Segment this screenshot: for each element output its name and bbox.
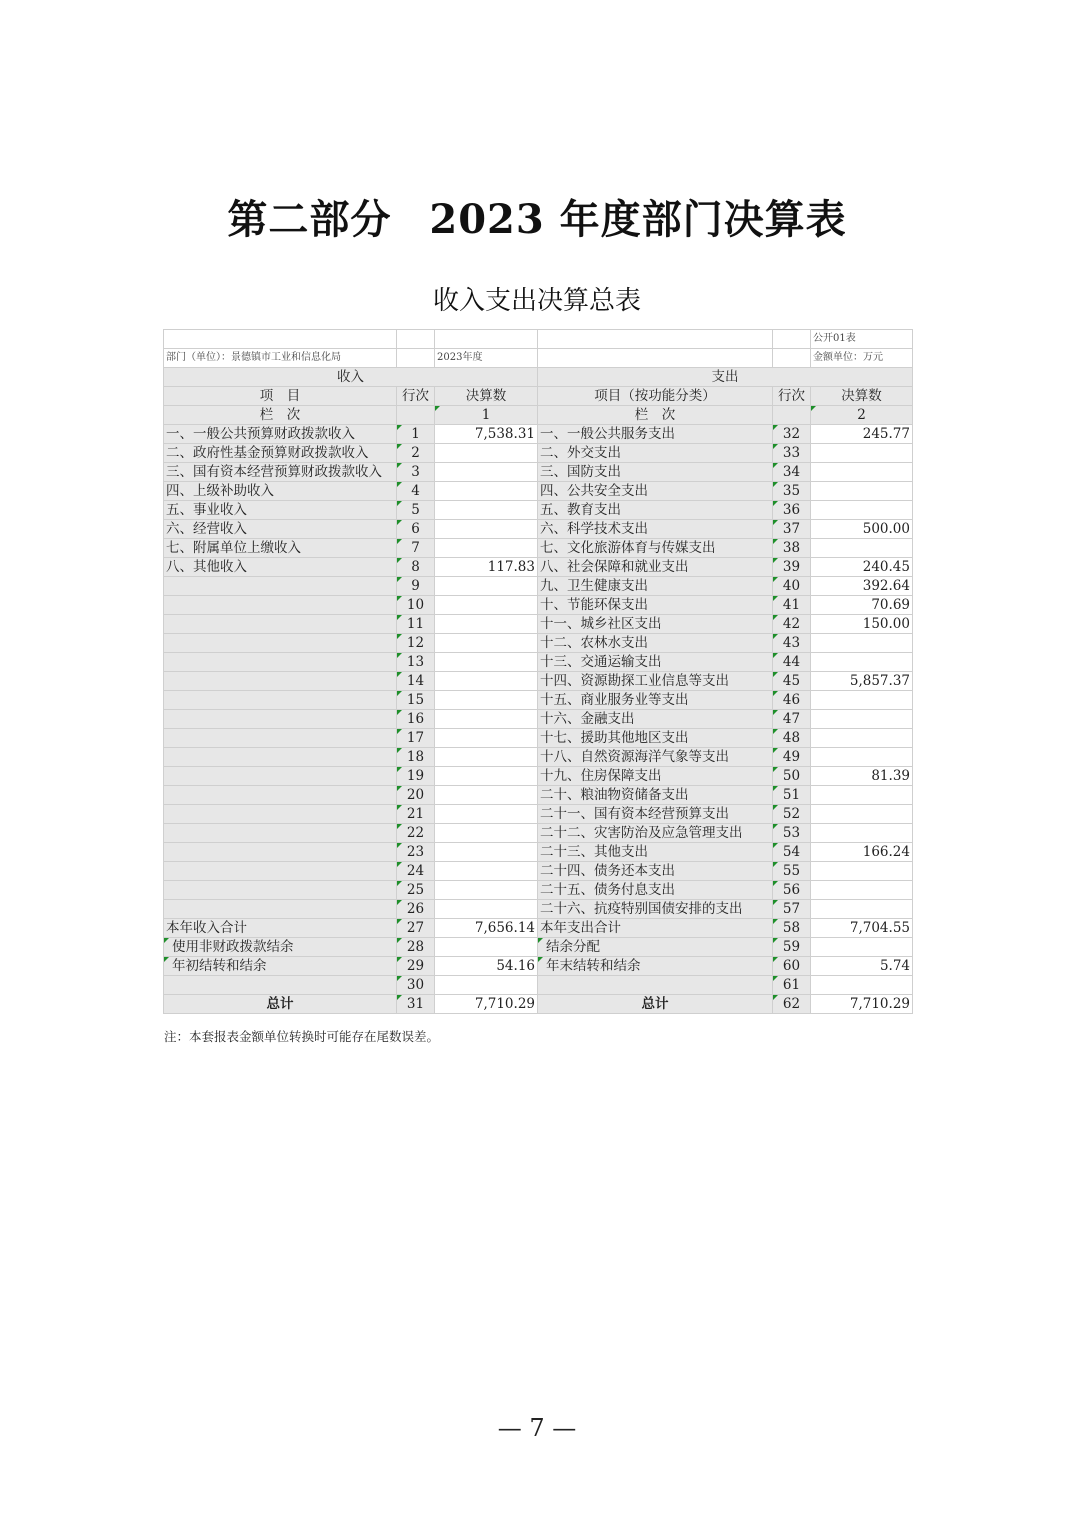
expense-item: 十四、资源勘探工业信息等支出 — [538, 672, 773, 691]
income-amount — [435, 767, 538, 786]
expense-amount — [811, 653, 913, 672]
income-item — [164, 653, 397, 672]
income-item — [164, 976, 397, 995]
expense-amount — [811, 710, 913, 729]
expense-row-no: 42 — [773, 615, 811, 634]
income-item: 二、政府性基金预算财政拨款收入 — [164, 444, 397, 463]
income-amount — [435, 729, 538, 748]
income-amount — [435, 881, 538, 900]
expense-item: 二十六、抗疫特别国债安排的支出 — [538, 900, 773, 919]
table-row — [164, 520, 913, 539]
expense-row-no: 40 — [773, 577, 811, 596]
table-row — [164, 748, 913, 767]
income-row-no: 21 — [397, 805, 435, 824]
expense-amount: 5.74 — [811, 957, 913, 976]
income-row-no: 14 — [397, 672, 435, 691]
expense-row-no: 33 — [773, 444, 811, 463]
expense-row-no: 53 — [773, 824, 811, 843]
title-part: 第二部分 — [227, 196, 392, 243]
table-row — [164, 919, 913, 938]
income-row-no: 17 — [397, 729, 435, 748]
income-row-no: 31 — [397, 995, 435, 1014]
expense-row-no: 51 — [773, 786, 811, 805]
expense-amount — [811, 938, 913, 957]
expense-row-no: 34 — [773, 463, 811, 482]
income-amount — [435, 463, 538, 482]
expense-amount: 240.45 — [811, 558, 913, 577]
expense-amount — [811, 539, 913, 558]
expense-item: 九、卫生健康支出 — [538, 577, 773, 596]
expense-item: 二十一、国有资本经营预算支出 — [538, 805, 773, 824]
income-amount-header: 决算数 — [435, 387, 538, 406]
income-row-no: 11 — [397, 615, 435, 634]
income-amount — [435, 938, 538, 957]
expense-amount — [811, 748, 913, 767]
table-row — [164, 786, 913, 805]
budget-table — [163, 329, 913, 1014]
income-row-no: 23 — [397, 843, 435, 862]
expense-item: 十一、城乡社区支出 — [538, 615, 773, 634]
title-main: 2023 年度部门决算表 — [429, 196, 847, 243]
income-item-header: 项 目 — [164, 387, 397, 406]
income-amount — [435, 596, 538, 615]
income-item — [164, 843, 397, 862]
income-amount — [435, 976, 538, 995]
table-row — [164, 672, 913, 691]
expense-item — [538, 976, 773, 995]
section-header-row — [164, 368, 913, 387]
income-row-no: 3 — [397, 463, 435, 482]
expense-item: 十六、金融支出 — [538, 710, 773, 729]
footnote: 注：本套报表金额单位转换时可能存在尾数误差。 — [164, 1029, 440, 1044]
expense-row-no: 38 — [773, 539, 811, 558]
fiscal-year: 2023年度 — [435, 349, 538, 368]
income-amount — [435, 520, 538, 539]
income-amount — [435, 634, 538, 653]
expense-item-header: 项目（按功能分类） — [538, 387, 773, 406]
income-amount — [435, 501, 538, 520]
expense-row-no: 39 — [773, 558, 811, 577]
income-item — [164, 748, 397, 767]
expense-row-no: 61 — [773, 976, 811, 995]
income-item — [164, 862, 397, 881]
income-row-no: 28 — [397, 938, 435, 957]
expense-item: 八、社会保障和就业支出 — [538, 558, 773, 577]
expense-amount: 245.77 — [811, 425, 913, 444]
expense-row-no: 37 — [773, 520, 811, 539]
expense-item: 二十三、其他支出 — [538, 843, 773, 862]
table-title: 收入支出决算总表 — [432, 286, 641, 316]
income-amount — [435, 710, 538, 729]
column-index-row — [164, 406, 913, 425]
expense-amount: 5,857.37 — [811, 672, 913, 691]
expense-item: 结余分配 — [538, 938, 773, 957]
income-item — [164, 615, 397, 634]
income-item: 一、一般公共预算财政拨款收入 — [164, 425, 397, 444]
income-row-no: 10 — [397, 596, 435, 615]
table-row — [164, 805, 913, 824]
income-row-no: 9 — [397, 577, 435, 596]
expense-amount — [811, 900, 913, 919]
income-row-no: 7 — [397, 539, 435, 558]
table-row — [164, 938, 913, 957]
expense-row-no: 46 — [773, 691, 811, 710]
income-row-no: 6 — [397, 520, 435, 539]
table-row — [164, 767, 913, 786]
table-row — [164, 710, 913, 729]
income-item — [164, 881, 397, 900]
income-amount: 7,656.14 — [435, 919, 538, 938]
income-row-no: 25 — [397, 881, 435, 900]
income-row-no: 26 — [397, 900, 435, 919]
expense-row-no: 56 — [773, 881, 811, 900]
income-header: 收入 — [164, 368, 538, 387]
table-row — [164, 558, 913, 577]
expense-item: 二十、粮油物资储备支出 — [538, 786, 773, 805]
income-item — [164, 805, 397, 824]
column-header-row — [164, 387, 913, 406]
income-row-no: 8 — [397, 558, 435, 577]
expense-amount — [811, 805, 913, 824]
expense-row-no: 49 — [773, 748, 811, 767]
amount-unit: 金额单位：万元 — [811, 349, 913, 368]
table-row — [164, 615, 913, 634]
income-row-no: 1 — [397, 425, 435, 444]
income-row-no: 22 — [397, 824, 435, 843]
expense-row-no: 45 — [773, 672, 811, 691]
expense-item: 总计 — [538, 995, 773, 1014]
income-item: 年初结转和结余 — [164, 957, 397, 976]
income-amount — [435, 482, 538, 501]
table-row — [164, 862, 913, 881]
expense-amount: 7,704.55 — [811, 919, 913, 938]
table-row — [164, 881, 913, 900]
expense-amount-header: 决算数 — [811, 387, 913, 406]
expense-amount — [811, 463, 913, 482]
table-row — [164, 577, 913, 596]
income-amount — [435, 615, 538, 634]
expense-item: 一、一般公共服务支出 — [538, 425, 773, 444]
column-index-2: 2 — [811, 406, 913, 425]
expense-amount: 150.00 — [811, 615, 913, 634]
expense-amount: 70.69 — [811, 596, 913, 615]
income-item: 总计 — [164, 995, 397, 1014]
income-item: 七、附属单位上缴收入 — [164, 539, 397, 558]
expense-amount — [811, 729, 913, 748]
income-item — [164, 729, 397, 748]
page-number: — 7 — — [497, 1414, 577, 1442]
income-amount — [435, 539, 538, 558]
table-row — [164, 634, 913, 653]
page-title — [0, 188, 1074, 245]
expense-item: 五、教育支出 — [538, 501, 773, 520]
expense-row-no: 62 — [773, 995, 811, 1014]
expense-amount — [811, 881, 913, 900]
expense-item: 三、国防支出 — [538, 463, 773, 482]
income-item: 三、国有资本经营预算财政拨款收入 — [164, 463, 397, 482]
income-row-no: 16 — [397, 710, 435, 729]
income-item: 本年收入合计 — [164, 919, 397, 938]
income-amount — [435, 805, 538, 824]
table-row — [164, 482, 913, 501]
column-index-label-right: 栏 次 — [538, 406, 773, 425]
income-item: 八、其他收入 — [164, 558, 397, 577]
income-row-no: 12 — [397, 634, 435, 653]
meta-row-2 — [164, 349, 913, 368]
income-amount: 54.16 — [435, 957, 538, 976]
income-amount — [435, 577, 538, 596]
expense-item: 十五、商业服务业等支出 — [538, 691, 773, 710]
expense-row-no: 43 — [773, 634, 811, 653]
table-row — [164, 539, 913, 558]
expense-amount — [811, 482, 913, 501]
income-amount — [435, 862, 538, 881]
table-row — [164, 653, 913, 672]
table-row — [164, 444, 913, 463]
expense-item: 十九、住房保障支出 — [538, 767, 773, 786]
expense-amount — [811, 444, 913, 463]
income-amount — [435, 786, 538, 805]
expense-amount — [811, 976, 913, 995]
expense-item: 十七、援助其他地区支出 — [538, 729, 773, 748]
income-row-no: 20 — [397, 786, 435, 805]
table-row — [164, 957, 913, 976]
table-row — [164, 691, 913, 710]
expense-item: 十三、交通运输支出 — [538, 653, 773, 672]
table-row — [164, 843, 913, 862]
income-amount — [435, 691, 538, 710]
table-row — [164, 463, 913, 482]
form-code: 公开01表 — [811, 330, 913, 349]
income-amount: 117.83 — [435, 558, 538, 577]
income-row-no: 19 — [397, 767, 435, 786]
income-amount — [435, 824, 538, 843]
income-row-no: 24 — [397, 862, 435, 881]
column-index-label: 栏 次 — [164, 406, 397, 425]
expense-amount — [811, 634, 913, 653]
income-item: 五、事业收入 — [164, 501, 397, 520]
expense-row-no: 58 — [773, 919, 811, 938]
income-amount — [435, 672, 538, 691]
income-row-no: 5 — [397, 501, 435, 520]
income-item — [164, 596, 397, 615]
income-row-no: 27 — [397, 919, 435, 938]
expense-row-no: 47 — [773, 710, 811, 729]
expense-row-no: 35 — [773, 482, 811, 501]
expense-item: 七、文化旅游体育与传媒支出 — [538, 539, 773, 558]
income-row-no: 13 — [397, 653, 435, 672]
income-item — [164, 786, 397, 805]
column-index-1: 1 — [435, 406, 538, 425]
expense-row-no: 54 — [773, 843, 811, 862]
expense-row-no: 57 — [773, 900, 811, 919]
income-item: 六、经营收入 — [164, 520, 397, 539]
expense-item: 二、外交支出 — [538, 444, 773, 463]
expense-amount: 166.24 — [811, 843, 913, 862]
expense-row-no: 55 — [773, 862, 811, 881]
income-item: 四、上级补助收入 — [164, 482, 397, 501]
income-amount: 7,710.29 — [435, 995, 538, 1014]
expense-item: 二十二、灾害防治及应急管理支出 — [538, 824, 773, 843]
expense-row-no: 60 — [773, 957, 811, 976]
income-row-no: 29 — [397, 957, 435, 976]
expense-item: 二十四、债务还本支出 — [538, 862, 773, 881]
income-row-no: 15 — [397, 691, 435, 710]
meta-row-1 — [164, 330, 913, 349]
income-row-no: 30 — [397, 976, 435, 995]
income-item — [164, 900, 397, 919]
expense-amount: 7,710.29 — [811, 995, 913, 1014]
expense-item: 十、节能环保支出 — [538, 596, 773, 615]
table-row — [164, 729, 913, 748]
dept-name: 部门（单位）：景德镇市工业和信息化局 — [164, 349, 397, 368]
expense-row-no: 48 — [773, 729, 811, 748]
expense-row-header: 行次 — [773, 387, 811, 406]
table-row — [164, 425, 913, 444]
expense-item: 四、公共安全支出 — [538, 482, 773, 501]
expense-amount — [811, 786, 913, 805]
expense-amount: 392.64 — [811, 577, 913, 596]
income-amount — [435, 843, 538, 862]
income-row-no: 18 — [397, 748, 435, 767]
table-row — [164, 596, 913, 615]
expense-row-no: 50 — [773, 767, 811, 786]
expense-item: 十二、农林水支出 — [538, 634, 773, 653]
income-item — [164, 691, 397, 710]
expense-item: 年末结转和结余 — [538, 957, 773, 976]
income-row-no: 4 — [397, 482, 435, 501]
expense-row-no: 32 — [773, 425, 811, 444]
income-item — [164, 710, 397, 729]
income-amount — [435, 900, 538, 919]
table-row — [164, 995, 913, 1014]
income-row-header: 行次 — [397, 387, 435, 406]
expense-amount: 81.39 — [811, 767, 913, 786]
income-item — [164, 824, 397, 843]
income-item — [164, 672, 397, 691]
income-item — [164, 767, 397, 786]
income-item — [164, 577, 397, 596]
expense-row-no: 41 — [773, 596, 811, 615]
expense-row-no: 36 — [773, 501, 811, 520]
expense-item: 六、科学技术支出 — [538, 520, 773, 539]
expense-item: 二十五、债务付息支出 — [538, 881, 773, 900]
table-row — [164, 900, 913, 919]
expense-amount — [811, 691, 913, 710]
income-item: 使用非财政拨款结余 — [164, 938, 397, 957]
income-amount — [435, 653, 538, 672]
expense-amount — [811, 501, 913, 520]
expense-amount — [811, 862, 913, 881]
expense-amount: 500.00 — [811, 520, 913, 539]
table-row — [164, 824, 913, 843]
income-item — [164, 634, 397, 653]
income-amount — [435, 444, 538, 463]
income-row-no: 2 — [397, 444, 435, 463]
income-amount — [435, 748, 538, 767]
income-amount: 7,538.31 — [435, 425, 538, 444]
expense-row-no: 59 — [773, 938, 811, 957]
table-row — [164, 976, 913, 995]
expense-header: 支出 — [538, 368, 913, 387]
table-row — [164, 501, 913, 520]
expense-row-no: 52 — [773, 805, 811, 824]
expense-item: 本年支出合计 — [538, 919, 773, 938]
expense-amount — [811, 824, 913, 843]
expense-item: 十八、自然资源海洋气象等支出 — [538, 748, 773, 767]
expense-row-no: 44 — [773, 653, 811, 672]
